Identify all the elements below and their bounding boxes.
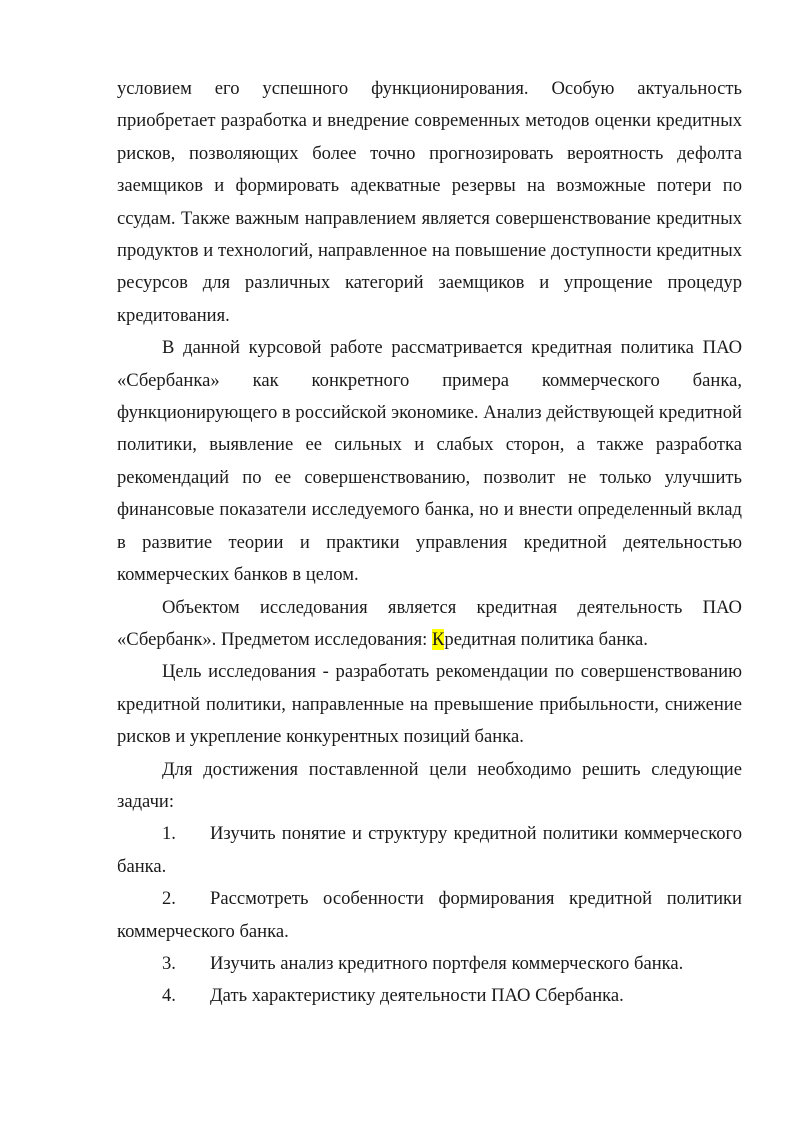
paragraph-object-subject <box>117 592 742 657</box>
task-number: 4. <box>162 985 176 1007</box>
task-text: Изучить анализ кредитного портфеля коммерческого банка. <box>210 952 684 974</box>
paragraph-coursework-scope: В данной курсовой работе рассматривается кредитная политика ПАО «Сбербанка» как конкретного примера коммерческого банка, функционирующего в российской экономике. Анализ действующей кредитной политики, выявление ее сильных и слабых сторон, а также разработка рекомендаций по ее совершенствованию, позволит не только улучшить финансовые показатели исследуемого банка, но и внести определенный вклад в развитие теории и практики управления кредитной деятельностью коммерческих банков в целом. <box>117 337 742 586</box>
highlighted-letter: К <box>432 628 445 650</box>
task-list-item <box>117 980 742 1012</box>
paragraph-research-goal: Цель исследования - разработать рекомендации по совершенствованию кредитной политики, направленные на превышение прибыльности, снижение рисков и укрепление конкурентных позиций банка. <box>117 661 742 748</box>
task-list-item <box>117 883 742 948</box>
object-subject-text: Объектом исследования является кредитная деятельность ПАО «Сбербанк». Предметом исследования: <box>117 596 742 650</box>
document-body <box>117 73 742 1013</box>
paragraph-intro-continuation: условием его успешного функционирования. Особую актуальность приобретает разработка и внедрение современных методов оценки кредитных рисков, позволяющих более точно прогнозировать вероятность дефолта заемщиков и формировать адекватные резервы на возможные потери по ссудам. Также важным направлением является совершенствование кредитных продуктов и технологий, направленное на повышение доступности кредитных ресурсов для различных категорий заемщиков и упрощение процедур кредитования. <box>117 78 742 326</box>
task-text: Изучить понятие и структуру кредитной политики коммерческого банка. <box>117 823 742 877</box>
object-subject-text-end: редитная политика банка. <box>444 628 648 650</box>
task-text: Рассмотреть особенности формирования кредитной политики коммерческого банка. <box>117 888 742 942</box>
task-number: 3. <box>162 952 176 974</box>
task-number: 1. <box>162 823 176 845</box>
paragraph-tasks-intro: Для достижения поставленной цели необходимо решить следующие задачи: <box>117 758 742 812</box>
task-list-item <box>117 948 742 980</box>
task-text: Дать характеристику деятельности ПАО Сбербанка. <box>210 985 624 1007</box>
task-list-item <box>117 818 742 883</box>
task-number: 2. <box>162 888 176 910</box>
